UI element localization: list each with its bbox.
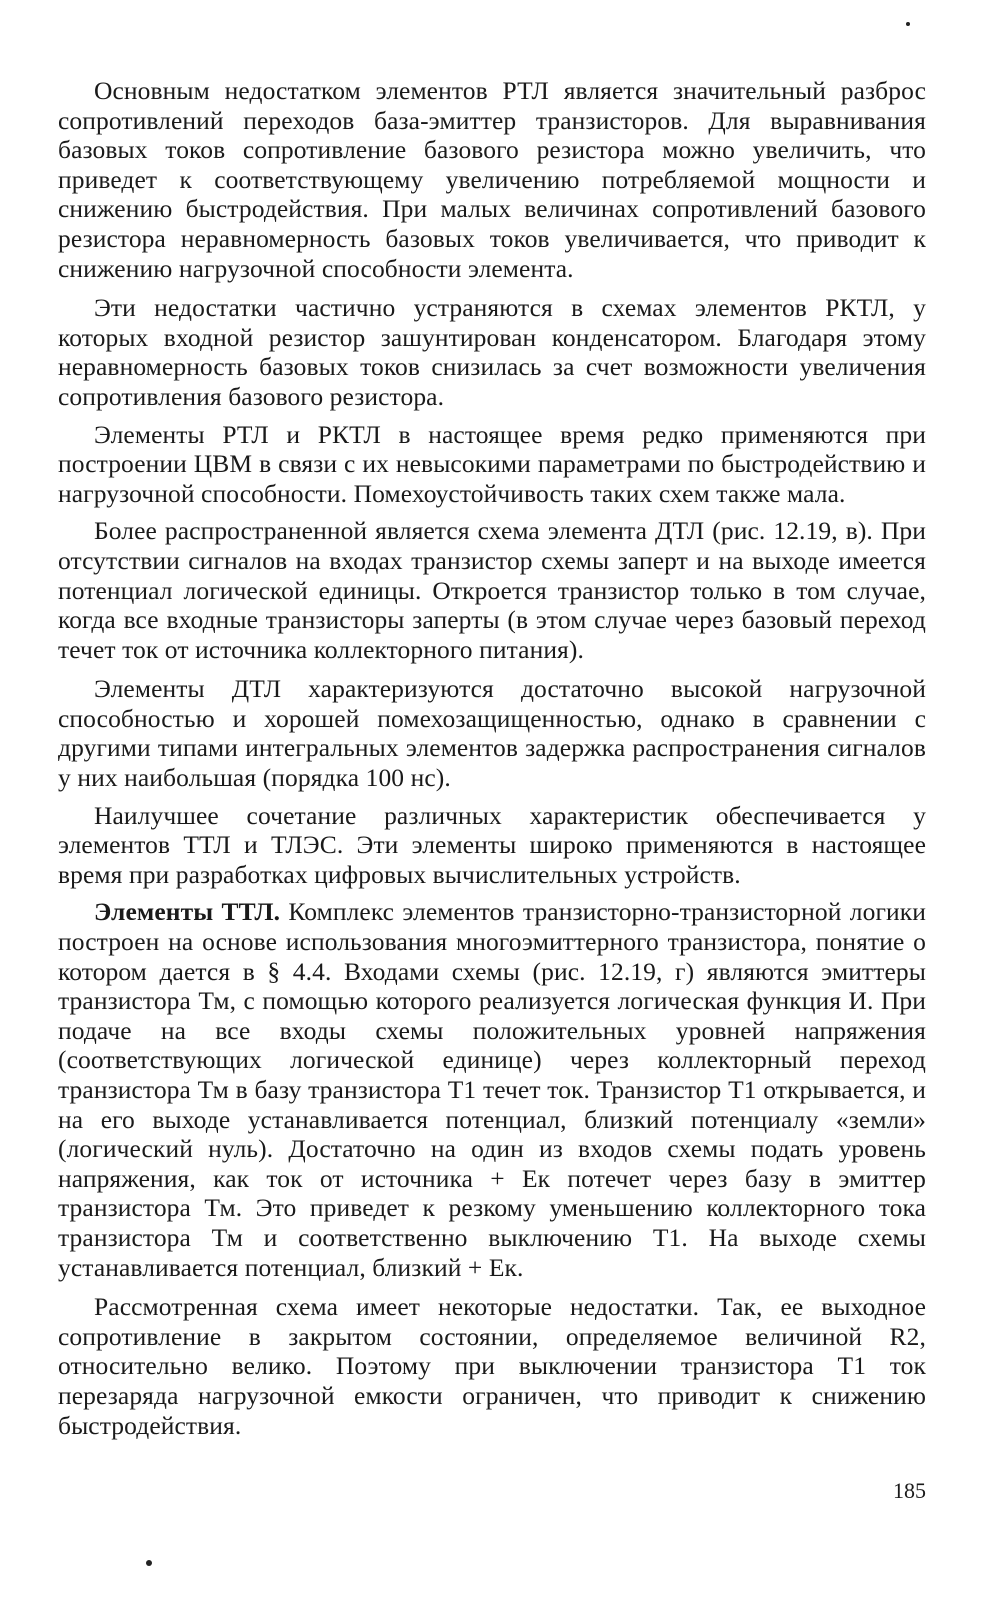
page-number: 185 bbox=[893, 1478, 926, 1503]
scan-speck-top bbox=[906, 22, 910, 26]
page-body bbox=[58, 76, 926, 1450]
paragraph-ttl-elements bbox=[58, 897, 926, 1282]
paragraph-ttl-tles: Наилучшее сочетание различных характеристик обеспечивается у элементов ТТЛ и ТЛЭС. Эти элементы широко применяются в настоящее время при разработках цифровых вычислительных устройств. bbox=[58, 800, 926, 889]
paragraph-rtl-drawbacks: Основным недостатком элементов РТЛ является значительный разброс сопротивлений переходов база-эмиттер транзисторов. Для выравнивания базовых токов сопротивление базового резистора можно увеличить, что приведет к соответствующему увеличению потребляемой мощности и снижению быстродействия. При малых величинах сопротивлений базового резистора неравномерность базовых токов увеличивается, что приводит к снижению нагрузочной способности элемента. bbox=[58, 76, 926, 283]
section-heading-ttl: Элементы ТТЛ. bbox=[94, 897, 281, 927]
paragraph-dtl-characteristics: Элементы ДТЛ характеризуются достаточно высокой нагрузочной способностью и хорошей помехозащищенностью, однако в сравнении с другими типами интегральных элементов задержка распространения сигналов у них наибольшая (порядка 100 нс). bbox=[58, 674, 926, 793]
paragraph-rtl-rktl-usage: Элементы РТЛ и РКТЛ в настоящее время редко применяются при построении ЦВМ в связи с их невысокими параметрами по быстродействию и нагрузочной способности. Помехоустойчивость таких схем также мала. bbox=[58, 419, 926, 508]
paragraph-drawbacks-ttl: Рассмотренная схема имеет некоторые недостатки. Так, ее выходное сопротивление в закрытом состоянии, определяемое величиной R2, относительно велико. Поэтому при выключении транзистора Т1 ток перезаряда нагрузочной емкости ограничен, что приводит к снижению быстродействия. bbox=[58, 1292, 926, 1440]
paragraph-dtl: Более распространенной является схема элемента ДТЛ (рис. 12.19, в). При отсутствии сигналов на входах транзистор схемы заперт и на выходе имеется потенциал логической единицы. Откроется транзистор только в том случае, когда все входные транзисторы заперты (в этом случае через базовый переход течет ток от источника коллекторного питания). bbox=[58, 516, 926, 664]
scan-speck-bottom bbox=[146, 1560, 152, 1566]
paragraph-rktl: Эти недостатки частично устраняются в схемах элементов РКТЛ, у которых входной резистор зашунтирован конденсатором. Благодаря этому неравномерность базовых токов снизилась за счет возможности увеличения сопротивления базового резистора. bbox=[58, 293, 926, 411]
ttl-section-text: Комплекс элементов транзисторно-транзисторной логики построен на основе использования многоэмиттерного транзистора, понятие о котором дается в § 4.4. Входами схемы (рис. 12.19, г) являются эмиттеры транзистора Тм, с помощью которого реализуется логическая функция И. При подаче на все входы схемы положительных уровней напряжения (соответствующих логической единице) через коллекторный переход транзистора Тм в базу транзистора Т1 течет ток. Транзистор Т1 открывается, и на его выходе устанавливается потенциал, близкий потенциалу «земли» (логический нуль). Достаточно на один из входов схемы подать уровень напряжения, как ток от источника + Ек потечет через базу в эмиттер транзистора Тм. Это приведет к резкому уменьшению коллекторного тока транзистора Тм и соответственно выключению Т1. На выходе схемы устанавливается потенциал, близкий + Ек. bbox=[58, 897, 926, 1282]
